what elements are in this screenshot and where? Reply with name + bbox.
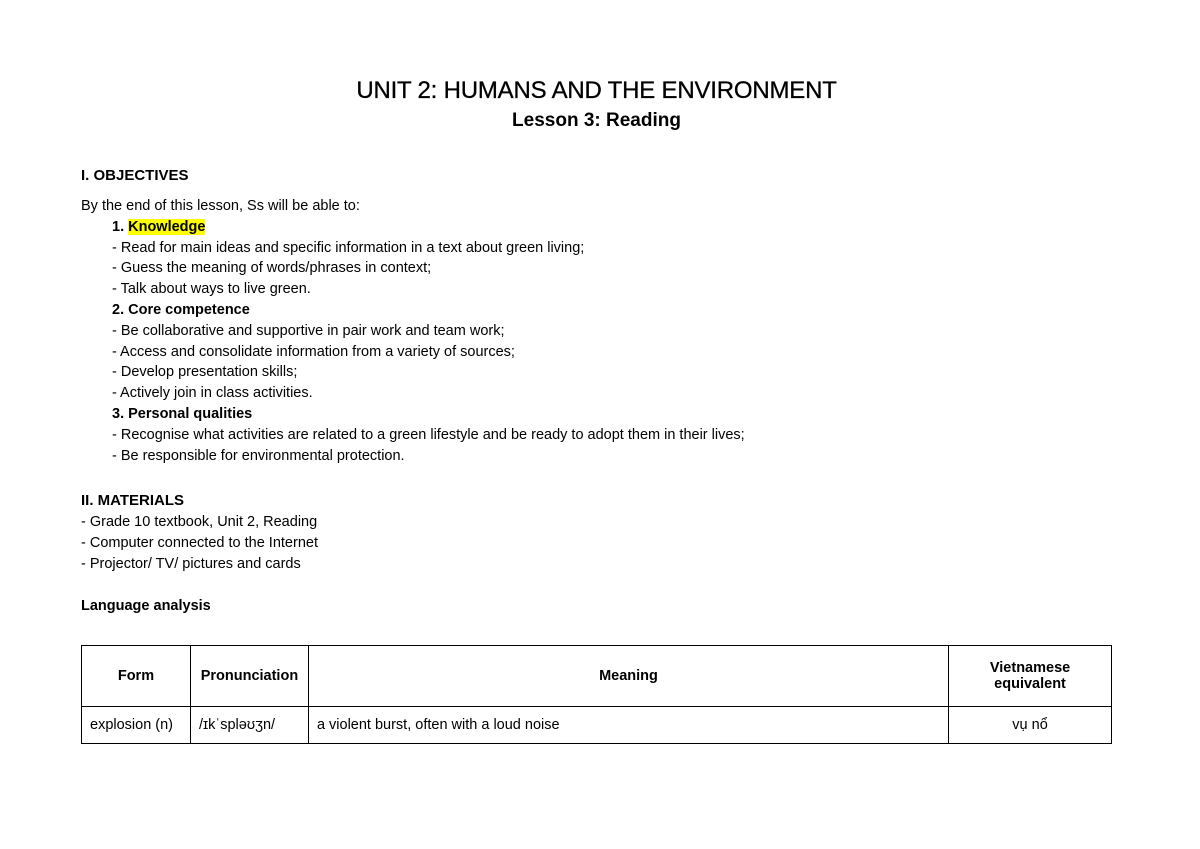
core-item: - Develop presentation skills; <box>112 364 298 380</box>
column-header-pronunciation: Pronunciation <box>190 646 308 707</box>
knowledge-item: - Read for main ideas and specific information in a text about green living; <box>112 240 585 256</box>
cell-vietnamese: vụ nổ <box>949 707 1112 744</box>
table-header-row <box>82 646 1112 707</box>
column-header-meaning: Meaning <box>308 646 948 707</box>
personal-qualities-heading: 3. Personal qualities <box>112 406 253 422</box>
lesson-subtitle: Lesson 3: Reading <box>512 110 681 131</box>
knowledge-label-highlighted: Knowledge <box>128 219 206 235</box>
objectives-intro: By the end of this lesson, Ss will be able to: <box>81 198 360 214</box>
objectives-heading: I. OBJECTIVES <box>81 167 189 184</box>
knowledge-number: 1. <box>112 219 129 235</box>
table-row <box>82 707 1112 744</box>
knowledge-heading <box>112 219 205 235</box>
language-analysis-heading: Language analysis <box>81 598 211 614</box>
cell-meaning: a violent burst, often with a loud noise <box>308 707 948 744</box>
core-item: - Access and consolidate information from a variety of sources; <box>112 344 515 360</box>
document-page <box>81 0 1112 849</box>
personal-item: - Be responsible for environmental protection. <box>112 448 405 464</box>
core-item: - Actively join in class activities. <box>112 385 313 401</box>
cell-pronunciation: /ɪkˈspləʊʒn/ <box>190 707 308 744</box>
unit-title: UNIT 2: HUMANS AND THE ENVIRONMENT <box>356 77 837 104</box>
core-competence-heading: 2. Core competence <box>112 302 250 318</box>
materials-item: - Projector/ TV/ pictures and cards <box>81 556 301 572</box>
personal-item: - Recognise what activities are related to a green lifestyle and be ready to adopt them in their lives; <box>112 427 745 443</box>
materials-item: - Grade 10 textbook, Unit 2, Reading <box>81 514 318 530</box>
knowledge-item: - Guess the meaning of words/phrases in context; <box>112 260 432 276</box>
core-item: - Be collaborative and supportive in pair work and team work; <box>112 323 505 339</box>
materials-heading: II. MATERIALS <box>81 492 185 509</box>
materials-item: - Computer connected to the Internet <box>81 535 318 551</box>
column-header-form: Form <box>82 646 191 707</box>
column-header-vietnamese-equivalent: Vietnamese equivalent <box>949 646 1112 707</box>
knowledge-item: - Talk about ways to live green. <box>112 281 311 297</box>
cell-form: explosion (n) <box>82 707 191 744</box>
language-analysis-table <box>81 645 1112 744</box>
